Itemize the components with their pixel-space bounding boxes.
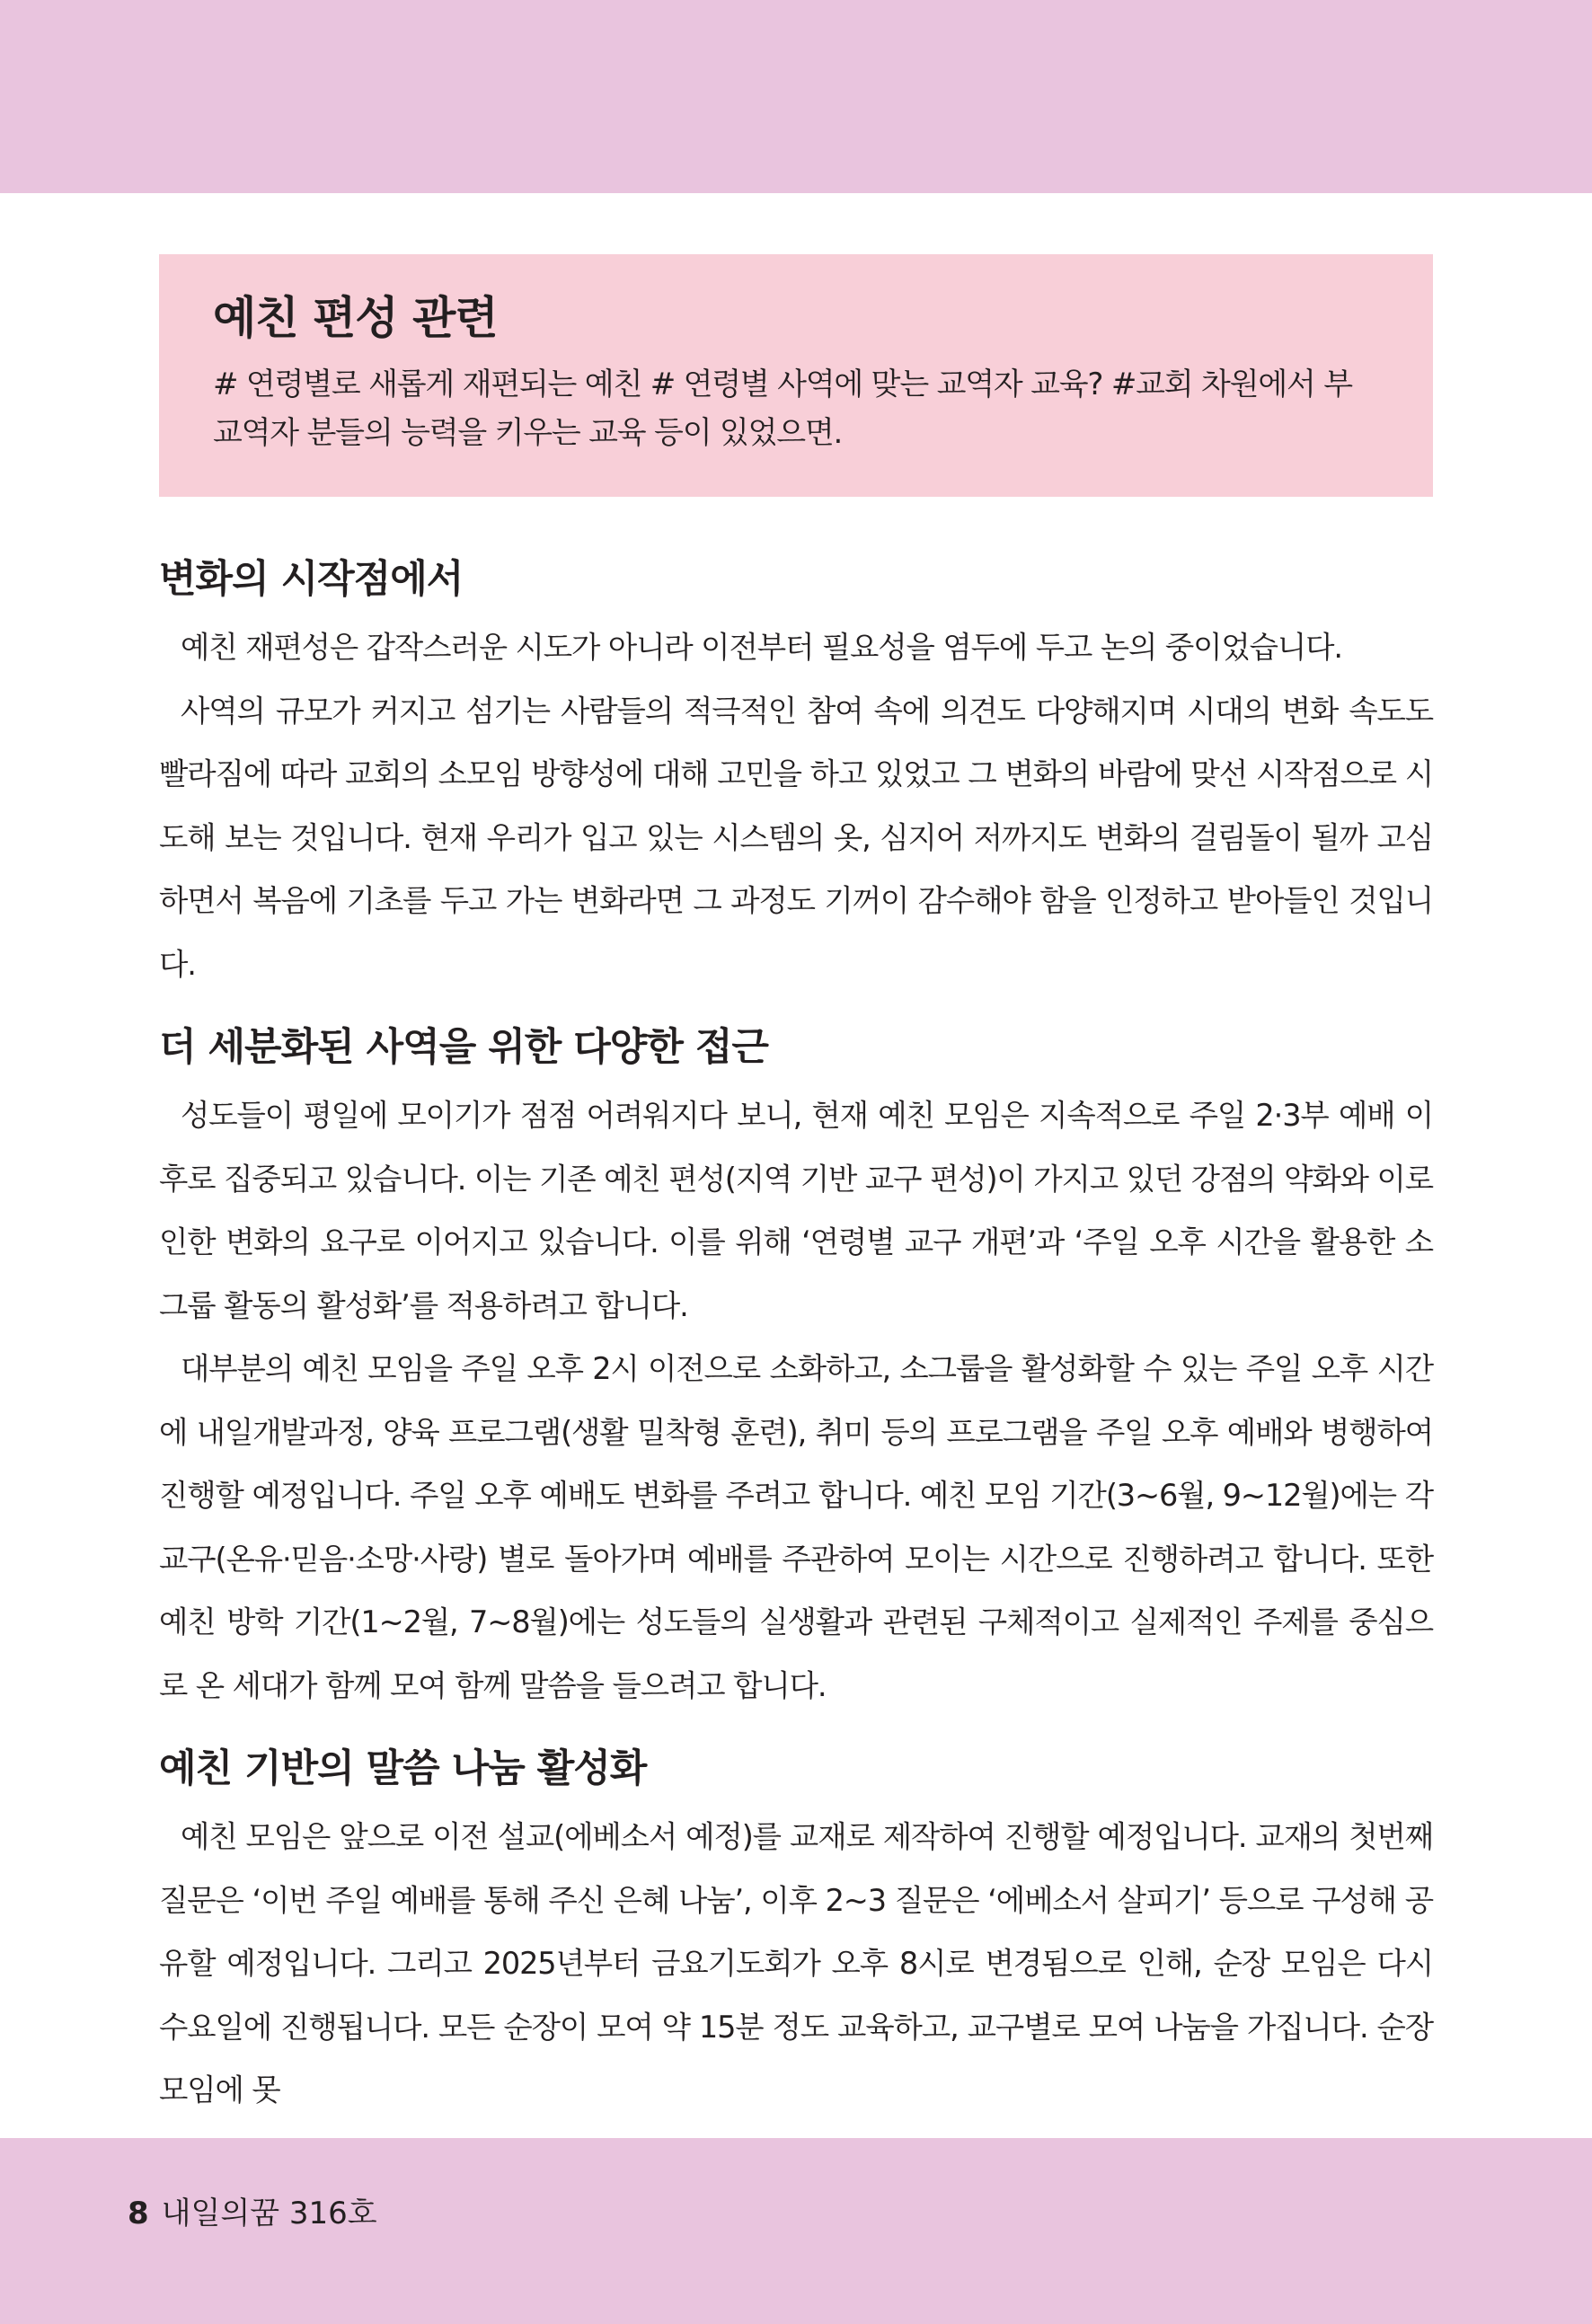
callout-title: 예친 편성 관련 xyxy=(213,292,498,344)
article-body xyxy=(159,548,1433,2143)
top-decorative-band xyxy=(0,0,1592,193)
paragraph: 예친 재편성은 갑작스러운 시도가 아니라 이전부터 필요성을 염두에 두고 논의 중이었습니다. xyxy=(181,630,1342,665)
section-heading: 예친 기반의 말씀 나눔 활성화 xyxy=(159,1746,647,1791)
callout-box xyxy=(159,254,1433,497)
section-heading: 더 세분화된 사역을 위한 다양한 접근 xyxy=(159,1025,768,1070)
publication-name: 내일의꿈 316호 xyxy=(161,2196,377,2231)
section-word-sharing xyxy=(159,1737,1433,2123)
paragraph: 성도들이 평일에 모이기가 점점 어려워지다 보니, 현재 예친 모임은 지속적으로 주일 2·3부 예배 이후로 집중되고 있습니다. 이는 기존 예친 편성(지역 기반 교구 편성)이 가지고 있던 강점의 약화와 이로 인한 변화의 요구로 이어지고 있습니다. 이를 위해 ‘연령별 교구 개편’과 ‘주일 오후 시간을 활용한 소그룹 활동의 활성화’를 적용하려고 합니다. xyxy=(159,1098,1433,1323)
section-diverse-approach xyxy=(159,1016,1433,1718)
paragraph: 대부분의 예친 모임을 주일 오후 2시 이전으로 소화하고, 소그룹을 활성화할 수 있는 주일 오후 시간에 내일개발과정, 양육 프로그램(생활 밀착형 훈련), 취미 등의 프로그램을 주일 오후 예배와 병행하여 진행할 예정입니다. 주일 오후 예배도 변화를 주려고 합니다. 예친 모임 기간(3~6월, 9~12월)에는 각 교구(온유·믿음·소망·사랑) 별로 돌아가며 예배를 주관하여 모이는 시간으로 진행하려고 합니다. 또한 예친 방학 기간(1~2월, 7~8월)에는 성도들의 실생활과 관련된 구체적이고 실제적인 주제를 중심으로 온 세대가 함께 모여 함께 말씀을 들으려고 합니다. xyxy=(159,1351,1433,1703)
section-heading: 변화의 시작점에서 xyxy=(159,557,464,602)
paragraph: 사역의 규모가 커지고 섬기는 사람들의 적극적인 참여 속에 의견도 다양해지며 시대의 변화 속도도 빨라짐에 따라 교회의 소모임 방향성에 대해 고민을 하고 있었고 그 변화의 바람에 맞선 시작점으로 시도해 보는 것입니다. 현재 우리가 입고 있는 시스템의 옷, 심지어 저까지도 변화의 걸림돌이 될까 고심하면서 복음에 기초를 두고 가는 변화라면 그 과정도 기꺼이 감수해야 함을 인정하고 받아들인 것입니다. xyxy=(159,693,1433,982)
section-starting-point xyxy=(159,548,1433,996)
paragraph: 예친 모임은 앞으로 이전 설교(에베소서 예정)를 교재로 제작하여 진행할 예정입니다. 교재의 첫번째 질문은 ‘이번 주일 예배를 통해 주신 은혜 나눔’, 이후 2~3 질문은 ‘에베소서 살피기’ 등으로 구성해 공유할 예정입니다. 그리고 2025년부터 금요기도회가 오후 8시로 변경됨으로 인해, 순장 모임은 다시 수요일에 진행됩니다. 모든 순장이 모여 약 15분 정도 교육하고, 교구별로 모여 나눔을 가집니다. 순장 모임에 못 xyxy=(159,1819,1433,2108)
page-number: 8 xyxy=(128,2196,149,2231)
callout-body: # 연령별로 새롭게 재편되는 예친 # 연령별 사역에 맞는 교역자 교육? #교회 차원에서 부교역자 분들의 능력을 키우는 교육 등이 있었으면. xyxy=(213,367,1352,451)
page-footer xyxy=(128,2192,377,2235)
